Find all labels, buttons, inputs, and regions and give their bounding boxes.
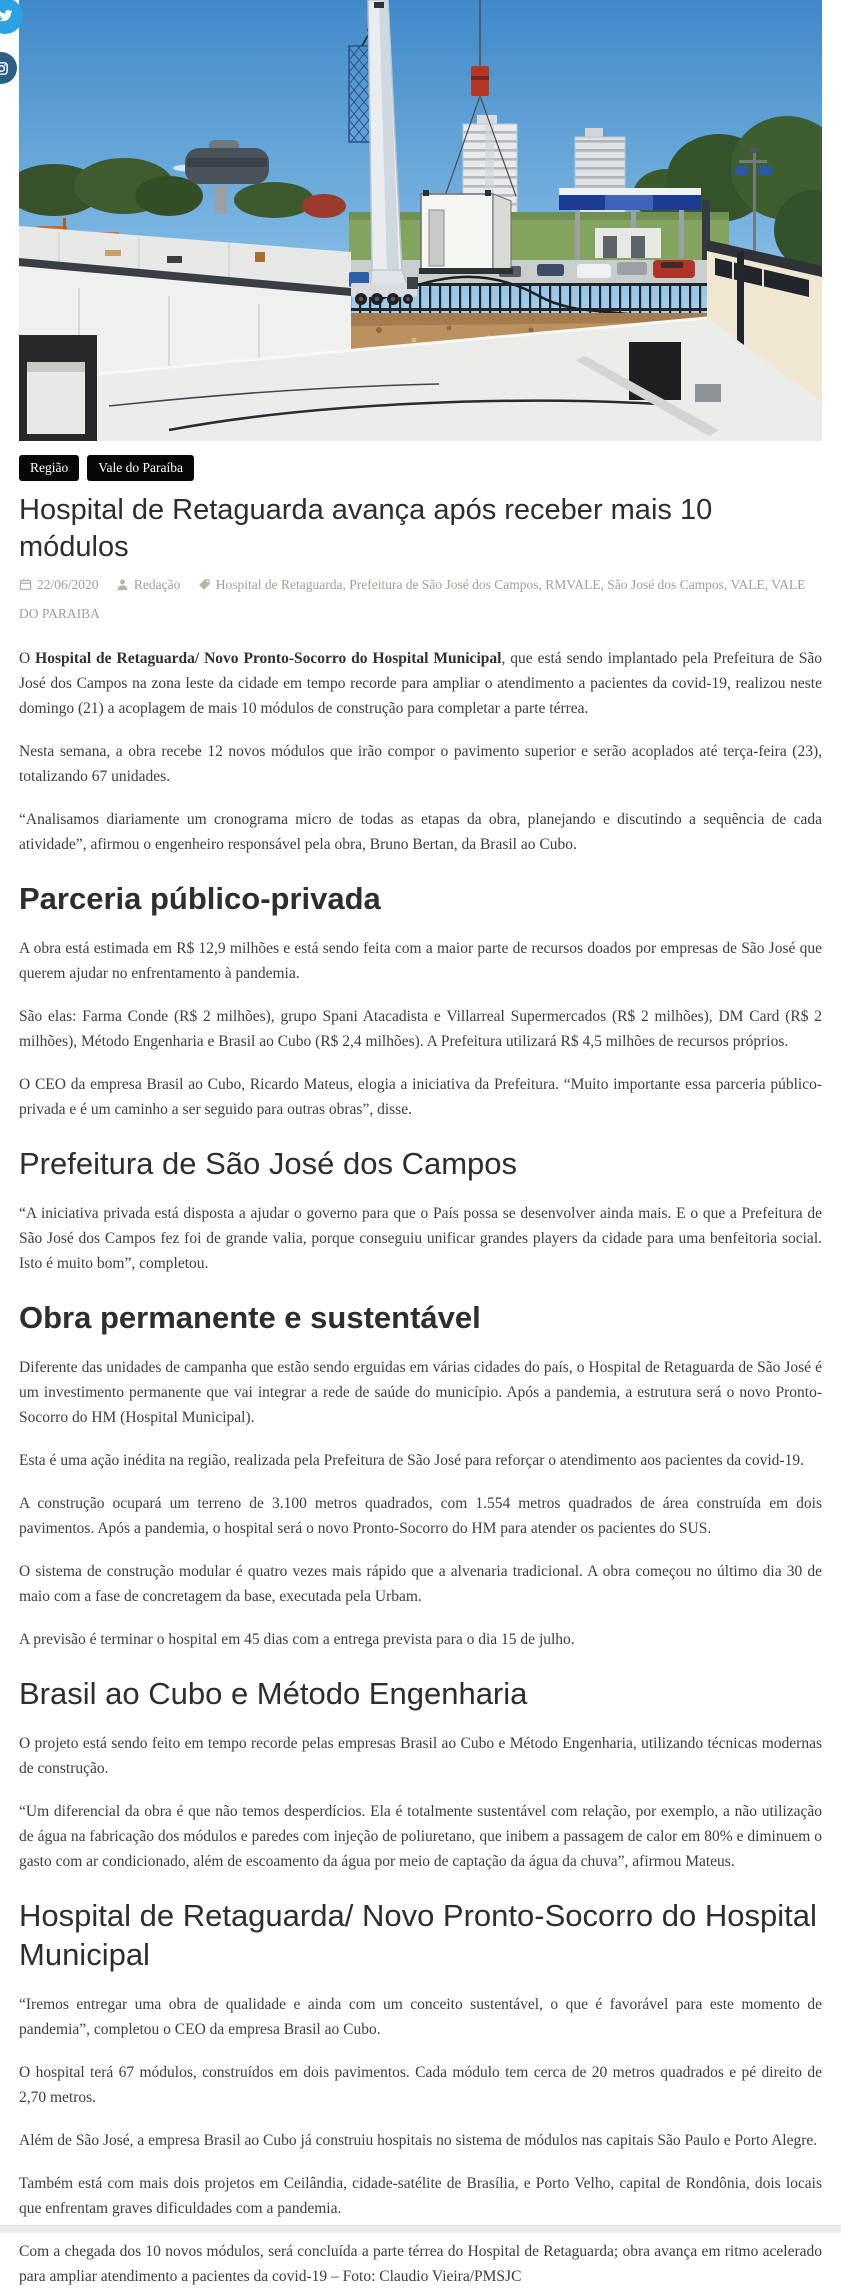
post-author[interactable]: Redação [116, 577, 180, 592]
hook-block [471, 66, 489, 96]
paragraph: O CEO da empresa Brasil ao Cubo, Ricardo Mateus, elogia a iniciativa da Prefeitura. “Muito importante essa parceria público-privada e é um caminho a ser seguido para outras obras”, disse. [19, 1076, 822, 1118]
section-heading-prefeitura: Prefeitura de São José dos Campos [19, 1146, 517, 1181]
twitter-icon [0, 7, 14, 25]
paragraph: O sistema de construção modular é quatro vezes mais rápido que a alvenaria tradicional. A obra começou no último dia 30 de maio com a fase de concretagem da base, executada pela Urbam. [19, 1563, 822, 1605]
tag-icon [198, 577, 216, 592]
article-photo [19, 0, 822, 441]
category-badge-regiao[interactable]: Região [19, 455, 79, 481]
paragraph: “Iremos entregar uma obra de qualidade e ainda com um conceito sustentável, o que é favorável para este momento de pandemia”, completou o CEO da empresa Brasil ao Cubo. [19, 1996, 822, 2038]
paragraph: A previsão é terminar o hospital em 45 dias com a entrega prevista para o dia 15 de julho. [19, 1631, 575, 1648]
section-heading-brasil-ao-cubo: Brasil ao Cubo e Método Engenharia [19, 1676, 528, 1711]
share-rail [0, 0, 40, 120]
page-title: Hospital de Retaguarda avança após receber mais 10 módulos [19, 494, 713, 563]
paragraph: O Hospital de Retaguarda/ Novo Pronto-Socorro do Hospital Municipal, que está sendo implantado pela Prefeitura de São José dos Campos na zona leste da cidade em tempo recorde para ampliar o atendimento a pacientes da covid-19, realizou neste domingo (21) a acoplagem de mais 10 módulos de construção para completar a parte térrea. [19, 650, 822, 717]
paragraph: Também está com mais dois projetos em Ceilândia, cidade-satélite de Brasília, e Porto Velho, capital de Rondônia, dois locais que enfrentam graves dificuldades com a pandemia. [19, 2175, 822, 2217]
paragraph: São elas: Farma Conde (R$ 2 milhões), grupo Spani Atacadista e Villarreal Supermercados (R$ 2 milhões), DM Card (R$ 2 milhões), Método Engenharia e Brasil ao Cubo (R$ 2,4 milhões). A Prefeitura utilizará R$ 4,5 milhões de recursos próprios. [19, 1008, 822, 1050]
category-badges [19, 455, 822, 481]
paragraph: Além de São José, a empresa Brasil ao Cubo já construiu hospitais no sistema de módulos nas capitais São Paulo e Porto Alegre. [19, 2132, 818, 2149]
twitter-share-button[interactable] [0, 0, 23, 34]
article-body [19, 646, 822, 2289]
bottom-divider [0, 2225, 841, 2233]
paragraph: A construção ocupará um terreno de 3.100 metros quadrados, com 1.554 metros quadrados de área construída em dois pavimentos. Após a pandemia, o hospital será o novo Pronto-Socorro do HM para atender os pacientes do SUS. [19, 1495, 822, 1537]
paragraph: Esta é uma ação inédita na região, realizada pela Prefeitura de São José para reforçar o atendimento aos pacientes da covid-19. [19, 1452, 804, 1469]
paragraph: “Um diferencial da obra é que não temos desperdícios. Ela é totalmente sustentável com relação, por exemplo, a não utilização de água na fabricação dos módulos e paredes com injeção de poliuretano, que inibem a passagem de calor em 80% e diminuem o gasto com ar condicionado, além de escoamento da água por meio de captação da água da chuva”, afirmou Mateus. [19, 1803, 822, 1870]
paragraph: O hospital terá 67 módulos, construídos em dois pavimentos. Cada módulo tem cerca de 20 metros quadrados e pé direito de 2,70 metros. [19, 2064, 822, 2106]
paragraph: “A iniciativa privada está disposta a ajudar o governo para que o País possa se desenvolver ainda mais. E o que a Prefeitura de São José dos Campos fez foi de grande valia, porque conseguiu unificar grandes players da cidade para uma benfeitoria social. Isto é muito bom”, completou. [19, 1205, 822, 1272]
paragraph: O projeto está sendo feito em tempo recorde pelas empresas Brasil ao Cubo e Método Engenharia, utilizando técnicas modernas de construção. [19, 1735, 822, 1777]
instagram-icon [0, 60, 10, 77]
article-content [19, 455, 822, 2289]
paragraph: Com a chegada dos 10 novos módulos, será concluída a parte térrea do Hospital de Retaguarda; obra avança em ritmo acelerado para ampliar atendimento a pacientes da covid-19 – Foto: Claudio Vieira/PMSJC [19, 2243, 822, 2285]
construction-site-photo [19, 0, 822, 441]
instagram-share-button[interactable] [0, 52, 17, 84]
category-badge-vale-do-paraiba[interactable]: Vale do Paraíba [87, 455, 194, 481]
paragraph: A obra está estimada em R$ 12,9 milhões e está sendo feita com a maior parte de recursos doados por empresas de São José que querem ajudar no enfrentamento à pandemia. [19, 940, 822, 982]
author-icon [116, 577, 134, 592]
section-heading-hospital-retaguarda: Hospital de Retaguarda/ Novo Pronto-Socorro do Hospital Municipal [19, 1898, 817, 1972]
post-date: 22/06/2020 [19, 577, 99, 592]
post-tags[interactable]: Hospital de Retaguarda, Prefeitura de São José dos Campos, RMVALE, São José dos Campos, VALE, VALE DO PARAIBA [19, 577, 806, 621]
section-heading-obra: Obra permanente e sustentável [19, 1300, 481, 1335]
section-heading-parceria: Parceria público-privada [19, 881, 381, 916]
calendar-icon [19, 577, 37, 592]
paragraph: “Analisamos diariamente um cronograma micro de todas as etapas da obra, planejando e discutindo a sequência de cada atividade”, afirmou o engenheiro responsável pela obra, Bruno Bertan, da Brasil ao Cubo. [19, 811, 822, 853]
black-container [19, 335, 97, 441]
paragraph: Nesta semana, a obra recebe 12 novos módulos que irão compor o pavimento superior e serão acoplados até terça-feira (23), totalizando 67 unidades. [19, 743, 822, 785]
paragraph: Diferente das unidades de campanha que estão sendo erguidas em várias cidades do país, o Hospital de Retaguarda de São José é um investimento permanente que vai integrar a rede de saúde do município. Após a pandemia, a estrutura será o novo Pronto-Socorro do HM (Hospital Municipal). [19, 1359, 822, 1426]
post-meta [19, 570, 822, 628]
lifted-module [419, 190, 513, 274]
